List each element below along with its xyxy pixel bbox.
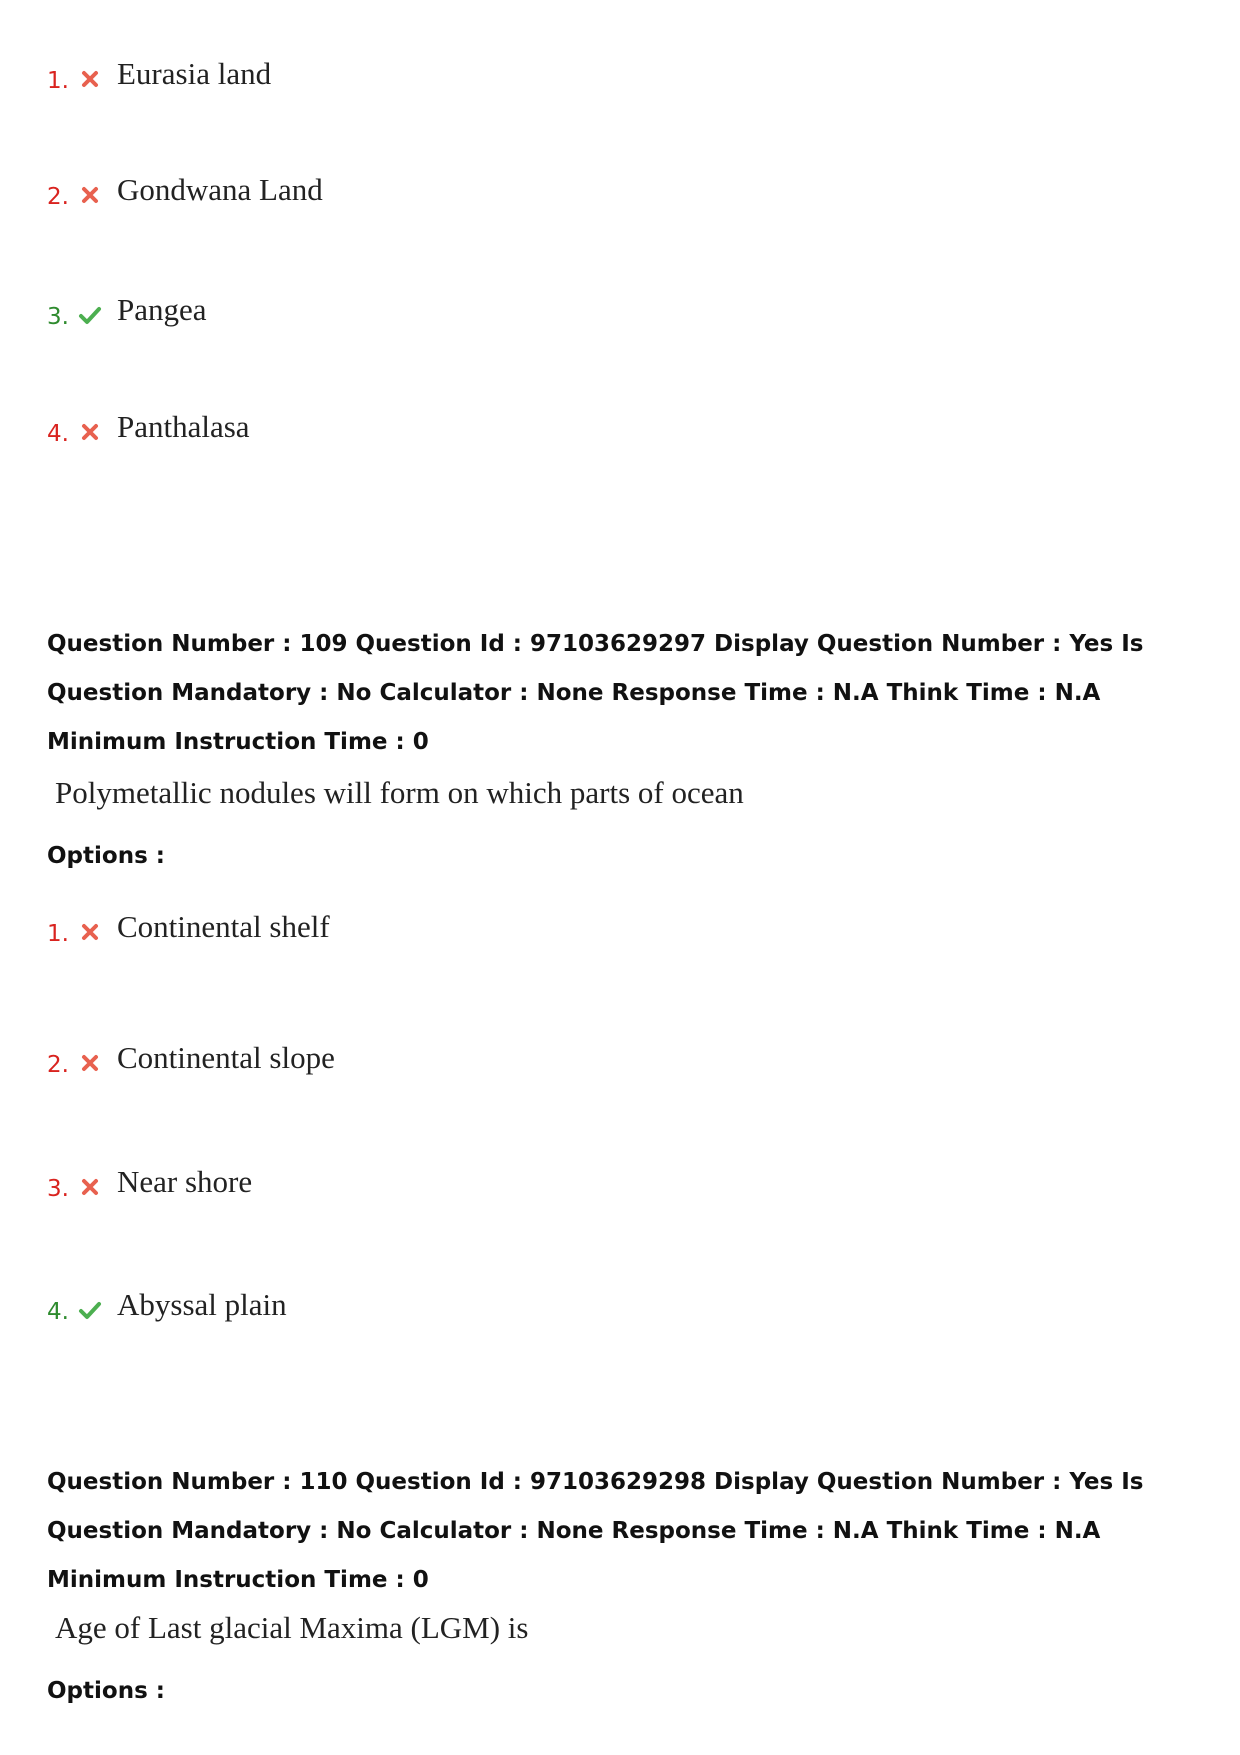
wrong-cross-icon [77, 1174, 103, 1200]
option-number: 4. [47, 1299, 69, 1325]
option-row [47, 1283, 287, 1327]
option-number: 3. [47, 304, 69, 330]
question-meta: Question Number : 110 Question Id : 97103629298 Display Question Number : Yes Is Question Mandatory : No Calculator : None Response Time : N.A Think Time : N.A Minimum Instruction Time : 0 [47, 1469, 1144, 1593]
wrong-cross-icon [77, 419, 103, 445]
option-row [47, 168, 323, 212]
option-row [47, 405, 250, 449]
option-number: 3. [47, 1176, 69, 1202]
option-text: Panthalasa [117, 409, 250, 444]
wrong-cross-icon [77, 66, 103, 92]
option-number: 2. [47, 184, 69, 210]
option-number: 2. [47, 1052, 69, 1078]
correct-check-icon [77, 1297, 103, 1323]
options-label: Options : [47, 843, 165, 869]
option-row [47, 905, 330, 949]
option-text: Abyssal plain [117, 1287, 287, 1322]
wrong-cross-icon [77, 182, 103, 208]
wrong-cross-icon [77, 919, 103, 945]
option-number: 1. [47, 921, 69, 947]
option-row [47, 52, 271, 96]
option-text: Continental shelf [117, 909, 330, 944]
option-row [47, 288, 207, 332]
option-row [47, 1160, 252, 1204]
question-text: Polymetallic nodules will form on which parts of ocean [55, 775, 744, 810]
option-text: Continental slope [117, 1040, 335, 1075]
option-number: 1. [47, 68, 69, 94]
option-number: 4. [47, 421, 69, 447]
option-text: Pangea [117, 292, 207, 327]
option-text: Gondwana Land [117, 172, 323, 207]
option-text: Near shore [117, 1164, 253, 1199]
correct-check-icon [77, 302, 103, 328]
wrong-cross-icon [77, 1050, 103, 1076]
option-text: Eurasia land [117, 56, 272, 91]
question-meta: Question Number : 109 Question Id : 97103629297 Display Question Number : Yes Is Question Mandatory : No Calculator : None Response Time : N.A Think Time : N.A Minimum Instruction Time : 0 [47, 631, 1144, 755]
question-text: Age of Last glacial Maxima (LGM) is [55, 1610, 529, 1645]
option-row [47, 1036, 335, 1080]
options-label: Options : [47, 1678, 165, 1704]
